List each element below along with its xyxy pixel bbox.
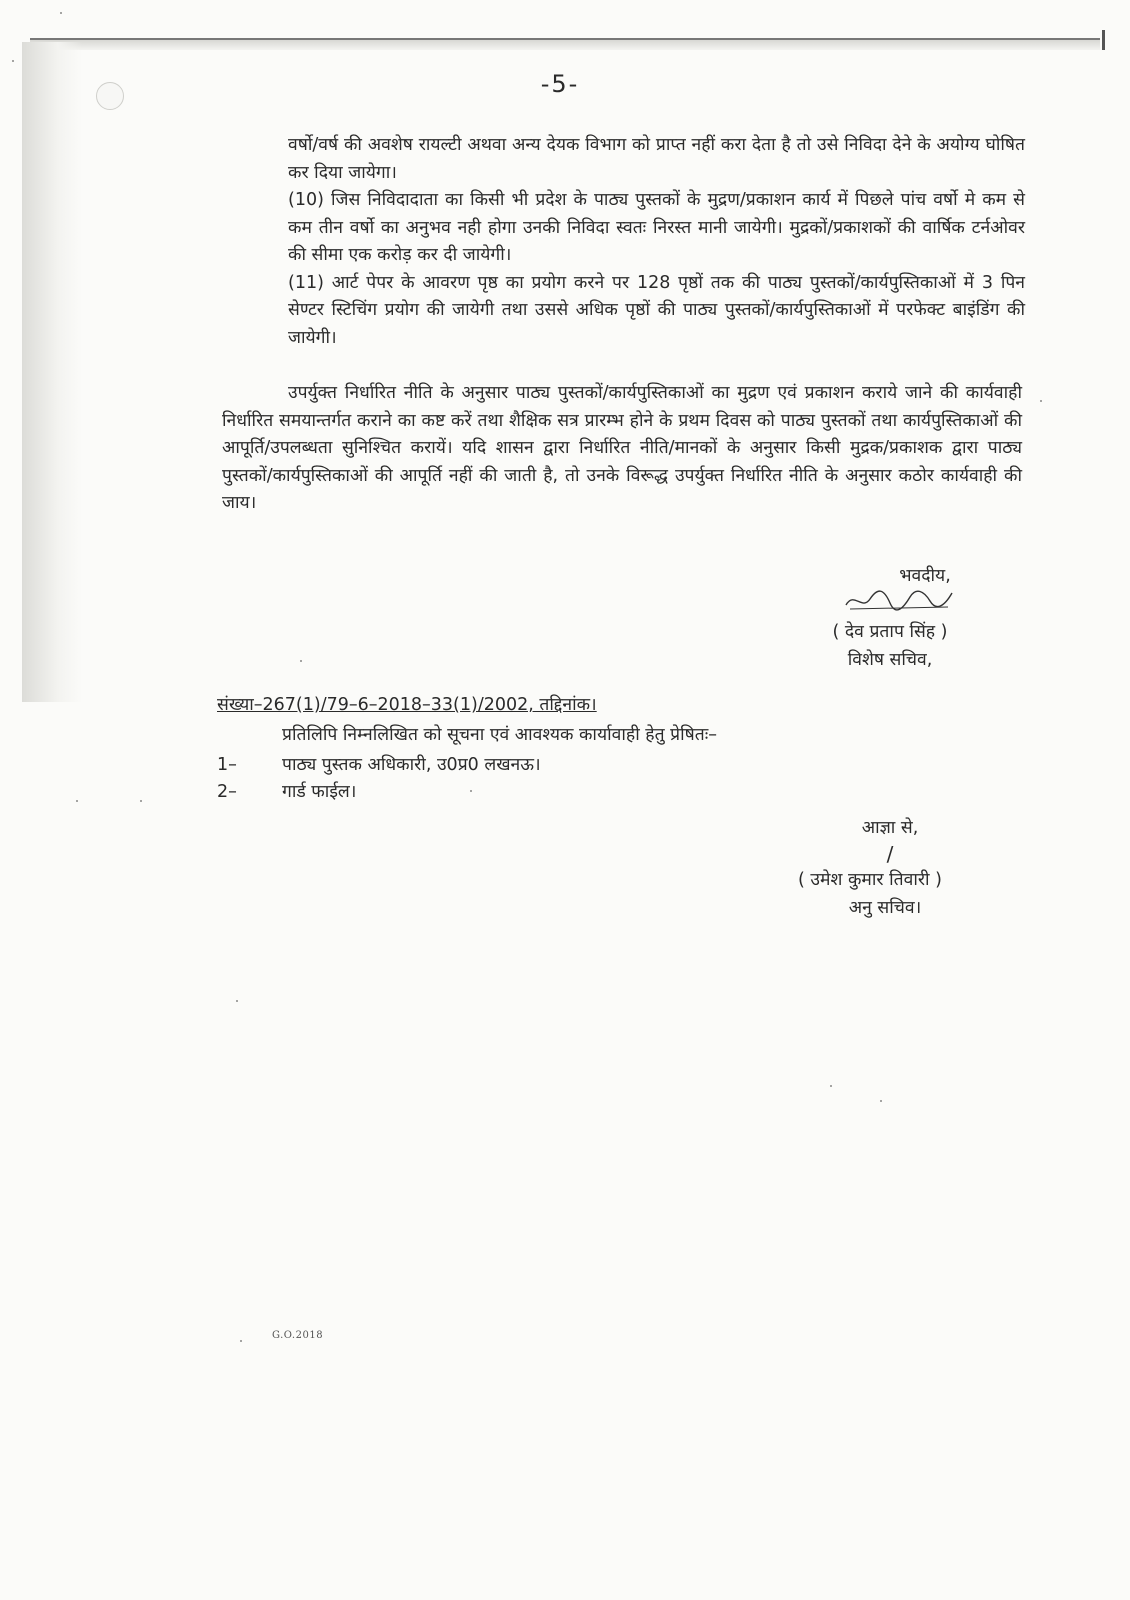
- closing-order: आज्ञा से,: [861, 818, 919, 838]
- signatory-designation-2: अनु सचिव।: [848, 898, 922, 918]
- footer-code: G.O.2018: [272, 1330, 324, 1341]
- point-10: (10) जिस निविदादाता का किसी भी प्रदेश के पाठ्य पुस्तकों के मुद्रण/प्रकाशन कार्य में पिछले पांच वर्षो मे कम से कम तीन वर्षो का अनुभव नही होगा उनकी निविदा स्वतः निरस्त मानी जायेगी। मुद्रकों/प्रकाशकों की वार्षिक टर्नओवर की सीमा एक करोड़ कर दी जायेगी।: [288, 190, 1025, 265]
- main-paragraph-block: [222, 380, 1022, 518]
- copy-intro: प्रतिलिपि निम्नलिखित को सूचना एवं आवश्यक कार्यावाही हेतु प्रेषितः–: [282, 725, 717, 745]
- scan-speck: [830, 1085, 832, 1087]
- scan-speck: [1040, 400, 1042, 402]
- signatory-designation: विशेष सचिव,: [847, 650, 933, 670]
- scan-corner-mark: [1102, 30, 1105, 50]
- scan-speck: [76, 800, 78, 802]
- list-item: [217, 752, 541, 779]
- continuation-block: [288, 132, 1025, 352]
- scan-speck: [240, 1340, 242, 1342]
- scan-speck: [880, 1100, 882, 1102]
- scan-edge-top: [30, 38, 1100, 50]
- list-item-number: 2–: [217, 782, 237, 802]
- scan-speck: [140, 800, 142, 802]
- scan-speck: [470, 790, 472, 792]
- scan-speck: [300, 660, 302, 662]
- signature-block-1: [780, 562, 1000, 674]
- list-item-number: 1–: [217, 755, 237, 775]
- signature-mark: /: [886, 842, 894, 866]
- copy-list: [217, 752, 541, 806]
- signatory-name: ( देव प्रताप सिंह ): [832, 622, 948, 642]
- closing-salutation: भवदीय,: [899, 566, 951, 586]
- list-item: [217, 779, 541, 806]
- page-number: -5-: [540, 70, 580, 98]
- signature-block-2: [760, 814, 980, 922]
- scan-speck: [12, 60, 14, 62]
- reference-number: संख्या–267(1)/79–6–2018–33(1)/2002, तद्दिनांक।: [217, 695, 597, 715]
- punch-hole: [96, 82, 124, 110]
- list-item-text: गार्ड फाईल।: [282, 782, 357, 802]
- signatory-name-2: ( उमेश कुमार तिवारी ): [798, 870, 942, 890]
- scan-speck: [236, 1000, 238, 1002]
- continuation-text: वर्षो/वर्ष की अवशेष रायल्टी अथवा अन्य देयक विभाग को प्राप्त नहीं करा देता है तो उसे निविदा देने के अयोग्य घोषित कर दिया जायेगा।: [288, 135, 1025, 183]
- scan-edge-left: [22, 42, 82, 702]
- scan-speck: [60, 12, 62, 14]
- list-item-text: पाठ्य पुस्तक अधिकारी, उ0प्र0 लखनऊ।: [282, 755, 541, 775]
- main-paragraph: उपर्युक्त निर्धारित नीति के अनुसार पाठ्य पुस्तकों/कार्यपुस्तिकाओं का मुद्रण एवं प्रकाशन कराये जाने की कार्यवाही निर्धारित समयान्तर्गत कराने का कष्ट करें तथा शैक्षिक सत्र प्रारम्भ होने के प्रथम दिवस को पाठ्य पुस्तकों तथा कार्यपुस्तिकाओं की आपूर्ति/उपलब्धता सुनिश्चित करायें। यदि शासन द्वारा निर्धारित नीति/मानकों के अनुसार किसी मुद्रक/प्रकाशक द्वारा पाठ्य पुस्तकों/कार्यपुस्तिकाओं की आपूर्ति नहीं की जाती है, तो उनके विरूद्ध उपर्युक्त निर्धारित नीति के अनुसार कठोर कार्यवाही की जाय।: [222, 383, 1022, 513]
- point-11: (11) आर्ट पेपर के आवरण पृष्ठ का प्रयोग करने पर 128 पृष्ठों तक की पाठ्य पुस्तकों/कार्यपुस्तिकाओं में 3 पिन सेण्टर स्टिचिंग प्रयोग की जायेगी तथा उससे अधिक पृष्ठों की पाठ्य पुस्तकों/कार्यपुस्तिकाओं में परफेक्ट बाइंडिंग की जायेगी।: [288, 272, 1025, 348]
- signature-icon: [840, 585, 960, 613]
